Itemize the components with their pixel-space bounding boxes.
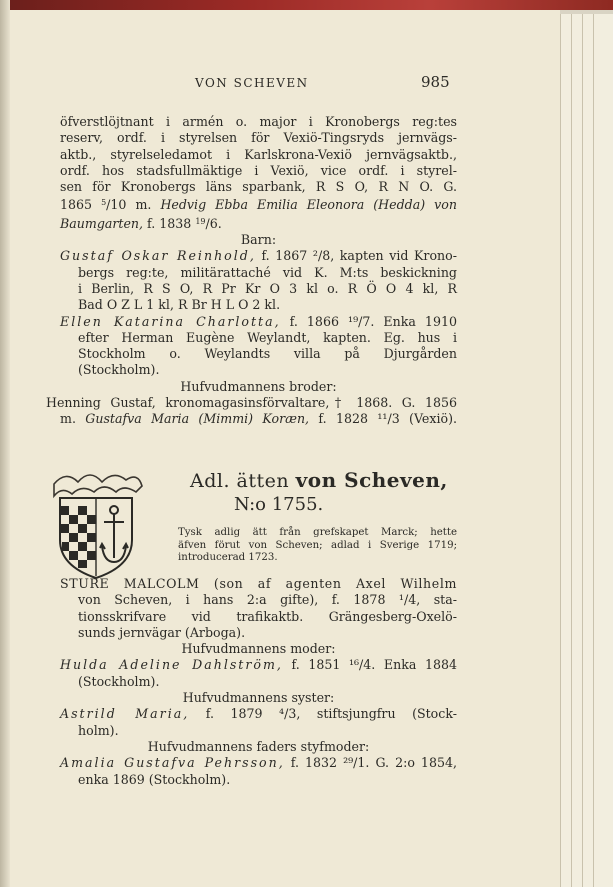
hulda-name: Hulda Adeline Dahlström, <box>60 657 283 673</box>
entry-continuation <box>46 114 457 428</box>
amalia-name: Amalia Gustafva Pehrsson, <box>60 755 285 771</box>
section-title-prefix: Adl. ätten <box>190 470 296 492</box>
brothers-heading: Hufvudmannens broder: <box>180 378 337 394</box>
page-edge <box>582 14 593 887</box>
spouse-born-month: /6. <box>205 215 222 231</box>
note-line: Tysk adlig ätt från grefskapet Marck; hette <box>178 527 457 538</box>
text-line: aktb., styrelseledamot i Karlskrona-Vexiö jernvägsaktb., <box>60 146 457 162</box>
child-text: Stockholm o. Weylandts villa på Djurgården <box>78 346 457 362</box>
marriage-line <box>60 195 457 213</box>
child-name-gustaf: Gustaf Oskar Reinhold, <box>60 248 256 264</box>
spouse-born: f. 1838 <box>143 215 196 231</box>
henning-spouse-name: Gustafva Maria (Mimmi) Koræn, <box>85 411 310 427</box>
hulda-line-2: (Stockholm). <box>78 673 160 689</box>
astrid-line-1 <box>60 706 457 722</box>
astrid-line-2: holm). <box>78 722 119 738</box>
child-ellen-line-1 <box>60 314 457 330</box>
child-text: efter Herman Eugène Weylandt, kapten. Eg. hus i <box>78 329 457 345</box>
note-line: äfven förut von Scheven; adlad i Sverige 1719; <box>178 539 457 551</box>
text-line: reserv, ordf. i styrelsen för Vexiö-Tingsryds jernvägs- <box>60 130 457 146</box>
section-number: N:o 1755. <box>234 494 324 515</box>
sister-heading: Hufvudmannens syster: <box>182 690 335 706</box>
spouse-name: Hedvig Ebba Emilia Eleonora (Hedda) von <box>160 197 457 213</box>
henning-line-2 <box>60 411 457 427</box>
child-text: (Stockholm). <box>78 362 160 378</box>
text-line: sunds jernvägar (Arboga). <box>78 624 246 640</box>
section-note <box>178 527 457 565</box>
henning-spouse-born: f. 1828 ¹¹/3 (Vexiö). <box>309 411 457 427</box>
family-name: von Scheven, <box>295 468 448 492</box>
text-line: von Scheven, i hans 2:a gifte), f. 1878 ¹/4, sta- <box>78 592 457 608</box>
page-edge <box>560 14 571 887</box>
page-number: 985 <box>421 73 450 91</box>
family-entry <box>60 576 457 788</box>
marriage-line-2 <box>60 214 457 232</box>
page-edge <box>593 14 613 887</box>
page-binding-shadow <box>0 0 10 887</box>
child-gustaf-line-1 <box>60 248 457 264</box>
text-line: tionsskrifvare vid trafikaktb. Grängesberg-Oxelö- <box>78 608 457 624</box>
running-title: VON SCHEVEN <box>195 76 309 90</box>
marriage-year: 1865 <box>60 197 102 213</box>
children-heading: Barn: <box>240 232 277 248</box>
page-edge <box>571 14 582 887</box>
page-top-strip <box>0 0 613 10</box>
stepmother-heading: Hufvudmannens faders styfmoder: <box>147 738 370 754</box>
child-text: bergs reg:te, militärattaché vid K. M:ts beskickning <box>78 264 457 280</box>
section-title <box>190 468 448 492</box>
spouse-surname: Baumgarten, <box>60 215 144 231</box>
head-of-family-line: STURE MALCOLM (son af agenten Axel Wilhelm <box>60 576 457 591</box>
text-line: öfverstlöjtnant i armén o. major i Kronobergs reg:tes <box>60 114 457 129</box>
child-name-ellen: Ellen Katarina Charlotta, <box>60 313 281 329</box>
spouse-born-day: 19 <box>195 216 206 226</box>
note-line: introducerad 1723. <box>178 552 278 564</box>
amalia-line-2: enka 1869 (Stockholm). <box>78 771 231 787</box>
amalia-line-1 <box>60 755 457 771</box>
marriage-day: 5 <box>101 198 107 208</box>
astrid-text: f. 1879 ⁴/3, stiftsjungfru (Stock- <box>189 706 457 722</box>
child-text: f. 1866 ¹⁹/7. Enka 1910 <box>280 313 457 329</box>
mother-heading: Hufvudmannens moder: <box>181 641 336 657</box>
astrid-name: Astrild Maria, <box>60 706 190 722</box>
coat-of-arms-icon <box>46 466 146 582</box>
henning-line-1: Henning Gustaf, kronomagasinsförvaltare,† 1868. G. 1856 <box>46 395 457 411</box>
text-line: sen för Kronobergs läns sparbank, R S O, R N O. G. <box>60 179 457 195</box>
henning-prefix: m. <box>60 411 86 427</box>
hulda-line-1 <box>60 657 457 673</box>
hulda-text: f. 1851 ¹⁶/4. Enka 1884 <box>282 657 457 673</box>
text-line: ordf. hos stadsfullmäktige i Vexiö, vice ordf. i styrel- <box>60 162 457 178</box>
child-text: f. 1867 ²/8, kapten vid Krono- <box>255 248 457 264</box>
marriage-month: /10 m. <box>106 197 161 213</box>
amalia-text: f. 1832 ²⁹/1. G. 2:o 1854, <box>284 755 457 771</box>
child-text: i Berlin, R S O, R Pr Kr O 3 kl o. R Ö O 4 kl, R <box>78 280 457 296</box>
child-text: Bad O Z L 1 kl, R Br H L O 2 kl. <box>78 297 281 313</box>
